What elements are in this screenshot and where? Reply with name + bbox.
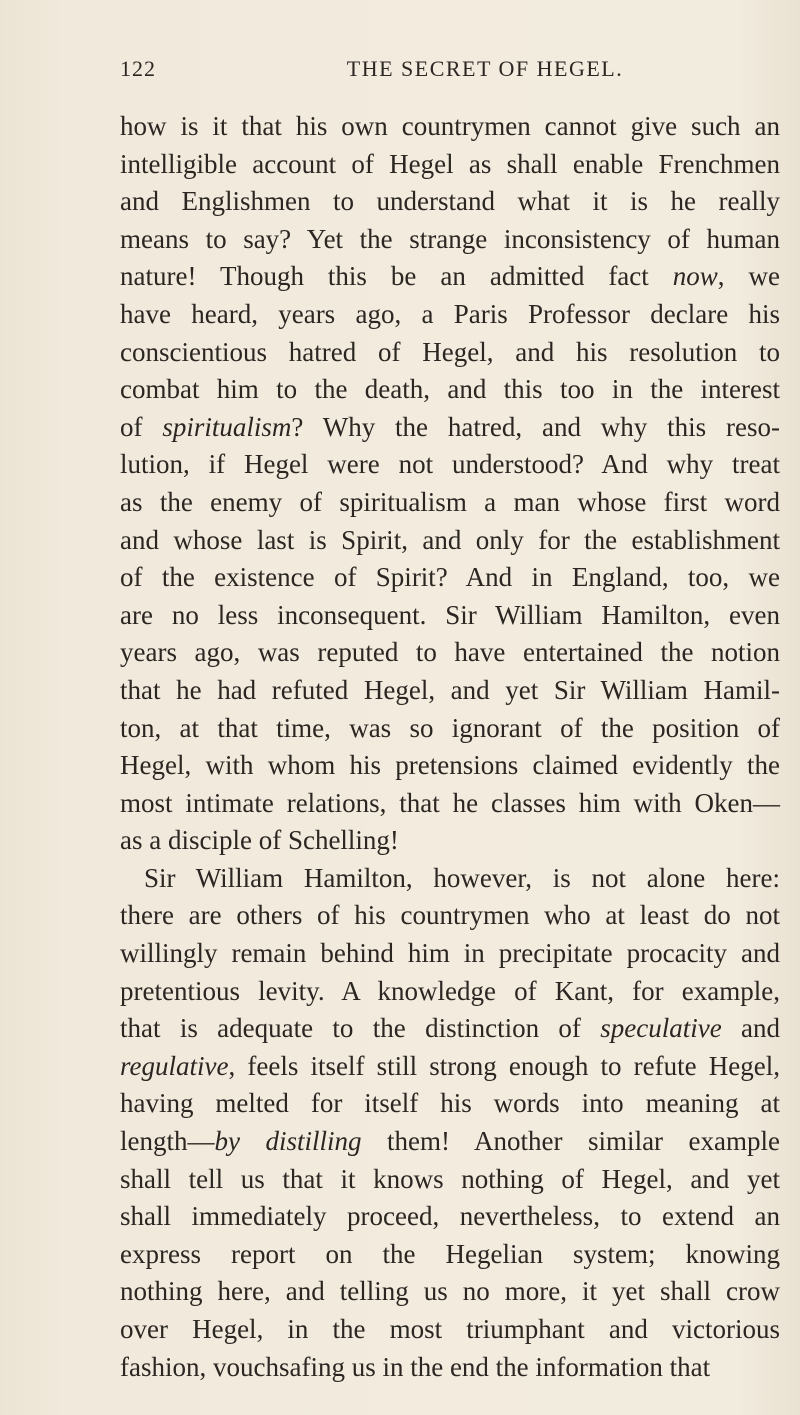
text-line	[120, 409, 780, 447]
text-segment: nothing here, and telling us no more, it yet shall crow	[120, 1276, 780, 1307]
text-segment: and whose last is Spirit, and only for the establishment	[120, 524, 780, 555]
text-segment: them! Another similar example	[361, 1126, 781, 1157]
text-segment: as a disciple of Schelling!	[120, 825, 399, 856]
text-line	[120, 183, 780, 221]
text-segment: shall tell us that it knows nothing of Hegel, and yet	[120, 1163, 780, 1194]
text-segment: conscientious hatred of Hegel, and his resolution to	[120, 336, 780, 367]
text-segment: , feels itself still strong enough to refute Hegel,	[228, 1050, 780, 1081]
text-segment: ? Why the hatred, and why this reso-	[291, 411, 780, 442]
text-line	[120, 522, 780, 560]
text-line	[120, 446, 780, 484]
text-segment: , we	[717, 261, 780, 292]
body-text	[120, 108, 780, 1386]
text-segment: express report on the Hegelian system; knowing	[120, 1238, 780, 1269]
text-line	[120, 1123, 780, 1161]
text-line	[120, 146, 780, 184]
text-segment: Sir William Hamilton, however, is not alone here:	[144, 862, 780, 893]
text-line	[120, 1349, 780, 1387]
text-line	[120, 484, 780, 522]
text-segment: Hegel, with whom his pretensions claimed evidently the	[120, 750, 780, 781]
italic-text: regulative	[120, 1050, 229, 1081]
text-segment: that is adequate to the distinction of	[120, 1013, 601, 1044]
text-segment: lution, if Hegel were not understood? And why treat	[120, 449, 780, 480]
text-line	[120, 822, 780, 860]
text-line	[120, 1198, 780, 1236]
italic-text: now	[672, 261, 718, 292]
text-segment: and	[721, 1013, 781, 1044]
text-segment: have heard, years ago, a Paris Professor declare his	[120, 298, 780, 329]
text-segment: over Hegel, in the most triumphant and victorious	[120, 1314, 780, 1344]
text-segment: means to say? Yet the strange inconsistency of human	[120, 223, 780, 254]
text-line	[120, 1236, 780, 1274]
text-line	[120, 334, 780, 372]
page-number: 122	[120, 56, 156, 81]
text-segment: intelligible account of Hegel as shall enable Frenchmen	[120, 148, 780, 179]
text-line	[120, 935, 780, 973]
text-segment: of the existence of Spirit? And in England, too, we	[120, 562, 780, 593]
text-segment: are no less inconsequent. Sir William Hamilton, even	[120, 599, 780, 630]
text-line	[120, 710, 780, 748]
text-segment: pretentious levity. A knowledge of Kant, for example,	[120, 975, 780, 1006]
text-line	[120, 860, 780, 898]
text-segment: how is it that his own countrymen cannot give such an	[120, 111, 780, 141]
italic-text: by distilling	[214, 1126, 362, 1157]
text-segment: of	[120, 411, 163, 442]
text-segment: willingly remain behind him in precipitate procacity and	[120, 938, 780, 969]
running-head: THE SECRET OF HEGEL.	[346, 56, 624, 81]
text-line	[120, 1010, 780, 1048]
text-line	[120, 747, 780, 785]
text-line	[120, 672, 780, 710]
text-segment: ton, at that time, was so ignorant of the position of	[120, 712, 780, 743]
text-line	[120, 1273, 780, 1311]
text-line	[120, 597, 780, 635]
text-segment: and Englishmen to understand what it is he really	[120, 186, 780, 217]
text-segment: nature! Though this be an admitted fact	[120, 261, 673, 292]
text-line	[120, 559, 780, 597]
text-line	[120, 973, 780, 1011]
text-line	[120, 1161, 780, 1199]
italic-text: spiritualism	[162, 411, 292, 442]
text-segment: that he had refuted Hegel, and yet Sir William Hamil-	[120, 674, 780, 705]
text-segment: there are others of his countrymen who at least do not	[120, 900, 780, 931]
text-segment: as the enemy of spiritualism a man whose first word	[120, 486, 780, 517]
text-line	[120, 1048, 780, 1086]
text-segment: length—	[120, 1126, 215, 1157]
page-header	[120, 56, 780, 86]
text-segment: combat him to the death, and this too in the interest	[120, 374, 780, 405]
text-line	[120, 258, 780, 296]
text-segment: years ago, was reputed to have entertained the notion	[120, 637, 780, 668]
text-segment: fashion, vouchsafing us in the end the information that	[120, 1351, 711, 1382]
text-line	[120, 296, 780, 334]
text-segment: having melted for itself his words into meaning at	[120, 1088, 780, 1119]
text-line	[120, 371, 780, 409]
text-line	[120, 785, 780, 823]
text-segment: most intimate relations, that he classes him with Oken—	[120, 787, 780, 818]
text-line	[120, 634, 780, 672]
text-line	[120, 1085, 780, 1123]
text-line	[120, 1311, 780, 1349]
text-segment: shall immediately proceed, nevertheless, to extend an	[120, 1201, 780, 1232]
text-line	[120, 108, 780, 146]
italic-text: speculative	[600, 1013, 722, 1044]
text-line	[120, 897, 780, 935]
text-line	[120, 221, 780, 259]
